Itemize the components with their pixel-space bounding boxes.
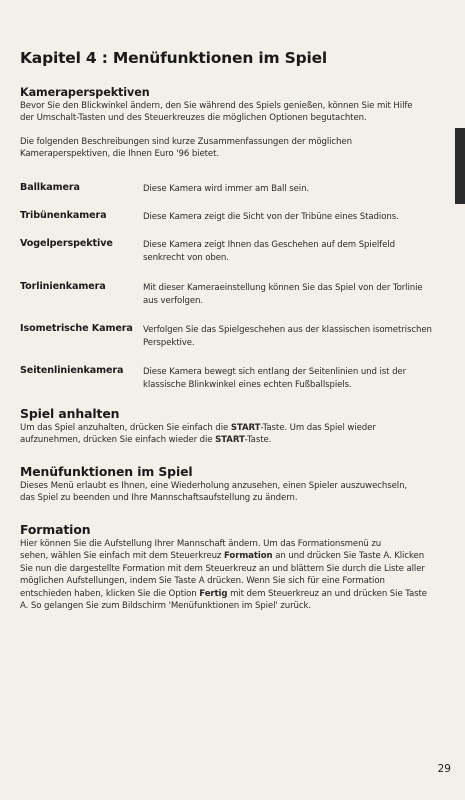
camera-section — [20, 86, 452, 161]
start-key-label: START — [215, 435, 245, 446]
menu-text — [20, 480, 452, 505]
formation-option-label: Formation — [223, 551, 273, 562]
camera-desc-line: senkrecht von oben. — [143, 252, 229, 263]
pause-text-part: Um das Spiel anzuhalten, drücken Sie einfach die — [20, 423, 231, 433]
camera-desc-line: klassische Blinkwinkel eines echten Fußballspiels. — [143, 379, 352, 390]
formation-heading: Formation — [20, 522, 91, 537]
fertig-option-label: Fertig — [199, 588, 228, 599]
camera-summary-line: Kameraperspektiven, die Ihnen Euro '96 bietet. — [20, 149, 220, 160]
camera-intro-line: der Umschalt-Tasten und des Steuerkreuzes die möglichen Optionen begutachten. — [20, 113, 367, 124]
camera-name: Seitenlinienkamera — [20, 365, 124, 376]
chapter-side-tab — [455, 128, 465, 204]
camera-summary-line: Die folgenden Beschreibungen sind kurze Zusammenfassungen der möglichen — [20, 136, 352, 147]
formation-section — [20, 522, 452, 612]
camera-summary — [20, 136, 452, 161]
camera-name: Ballkamera — [20, 182, 80, 193]
camera-desc-line: Diese Kamera zeigt die Sicht von der Tribüne eines Stadions. — [143, 212, 399, 222]
pause-text — [20, 422, 452, 447]
start-key-label: START — [230, 423, 261, 433]
pause-section — [20, 406, 452, 447]
formation-text — [20, 538, 452, 612]
camera-desc — [143, 282, 453, 307]
camera-intro-line: Bevor Sie den Blickwinkel ändern, den Sie während des Spiels genießen, können Sie mit Hilfe — [20, 101, 413, 111]
formation-text-line: Sie nun die dargestellte Formation mit dem Steuerkreuz an und blättern Sie durch die Liste aller — [20, 563, 425, 574]
menu-section — [20, 464, 452, 505]
camera-name: Isometrische Kamera — [20, 323, 133, 334]
camera-heading: Kameraperspektiven — [20, 86, 150, 99]
menu-text-line: das Spiel zu beenden und Ihre Mannschaftsaufstellung zu ändern. — [20, 493, 298, 504]
formation-text-part: entschieden haben, klicken Sie die Option — [20, 588, 200, 599]
camera-name: Torlinienkamera — [20, 281, 106, 292]
camera-desc-line: Diese Kamera bewegt sich entlang der Seitenlinien und ist der — [143, 367, 407, 377]
pause-heading: Spiel anhalten — [20, 406, 120, 421]
menu-heading: Menüfunktionen im Spiel — [20, 464, 193, 479]
camera-desc-line: Diese Kamera zeigt Ihnen das Geschehen auf dem Spielfeld — [143, 240, 395, 250]
camera-desc-line: Verfolgen Sie das Spielgeschehen aus der klassischen isometrischen — [143, 325, 432, 335]
camera-desc-line: Diese Kamera wird immer am Ball sein. — [143, 184, 310, 194]
camera-name: Vogelperspektive — [20, 238, 113, 249]
camera-intro — [20, 100, 452, 125]
camera-desc — [143, 239, 453, 264]
camera-desc — [143, 324, 453, 349]
chapter-title: Kapitel 4 : Menüfunktionen im Spiel — [20, 49, 328, 67]
menu-text-line: Dieses Menü erlaubt es Ihnen, eine Wiederholung anzusehen, einen Spieler auszuwechseln, — [20, 481, 408, 491]
camera-desc-line: Perspektive. — [143, 337, 195, 348]
formation-text-part: an und drücken Sie Taste A. Klicken — [272, 551, 425, 562]
camera-desc-line: Mit dieser Kameraeinstellung können Sie das Spiel von der Torlinie — [143, 283, 423, 293]
camera-desc — [143, 366, 453, 391]
formation-text-line: Hier können Sie die Aufstellung Ihrer Mannschaft ändern. Um das Formationsmenü zu — [20, 539, 382, 549]
camera-desc-line: aus verfolgen. — [143, 295, 204, 306]
formation-text-line: A. So gelangen Sie zum Bildschirm 'Menüfunktionen im Spiel' zurück. — [20, 601, 311, 612]
formation-text-part: sehen, wählen Sie einfach mit dem Steuerkreuz — [20, 551, 224, 562]
formation-text-line: möglichen Aufstellungen, indem Sie Taste A drücken. Wenn Sie sich für eine Formation — [20, 576, 385, 587]
camera-desc — [143, 211, 453, 224]
page-number: 29 — [437, 763, 451, 775]
pause-text-part: -Taste. — [244, 435, 272, 446]
formation-text-part: mit dem Steuerkreuz an und drücken Sie Taste — [227, 588, 427, 599]
pause-text-part: -Taste. Um das Spiel wieder — [260, 423, 376, 433]
camera-desc — [143, 183, 453, 196]
camera-name: Tribünenkamera — [20, 210, 107, 221]
pause-text-part: aufzunehmen, drücken Sie einfach wieder die — [20, 435, 216, 446]
